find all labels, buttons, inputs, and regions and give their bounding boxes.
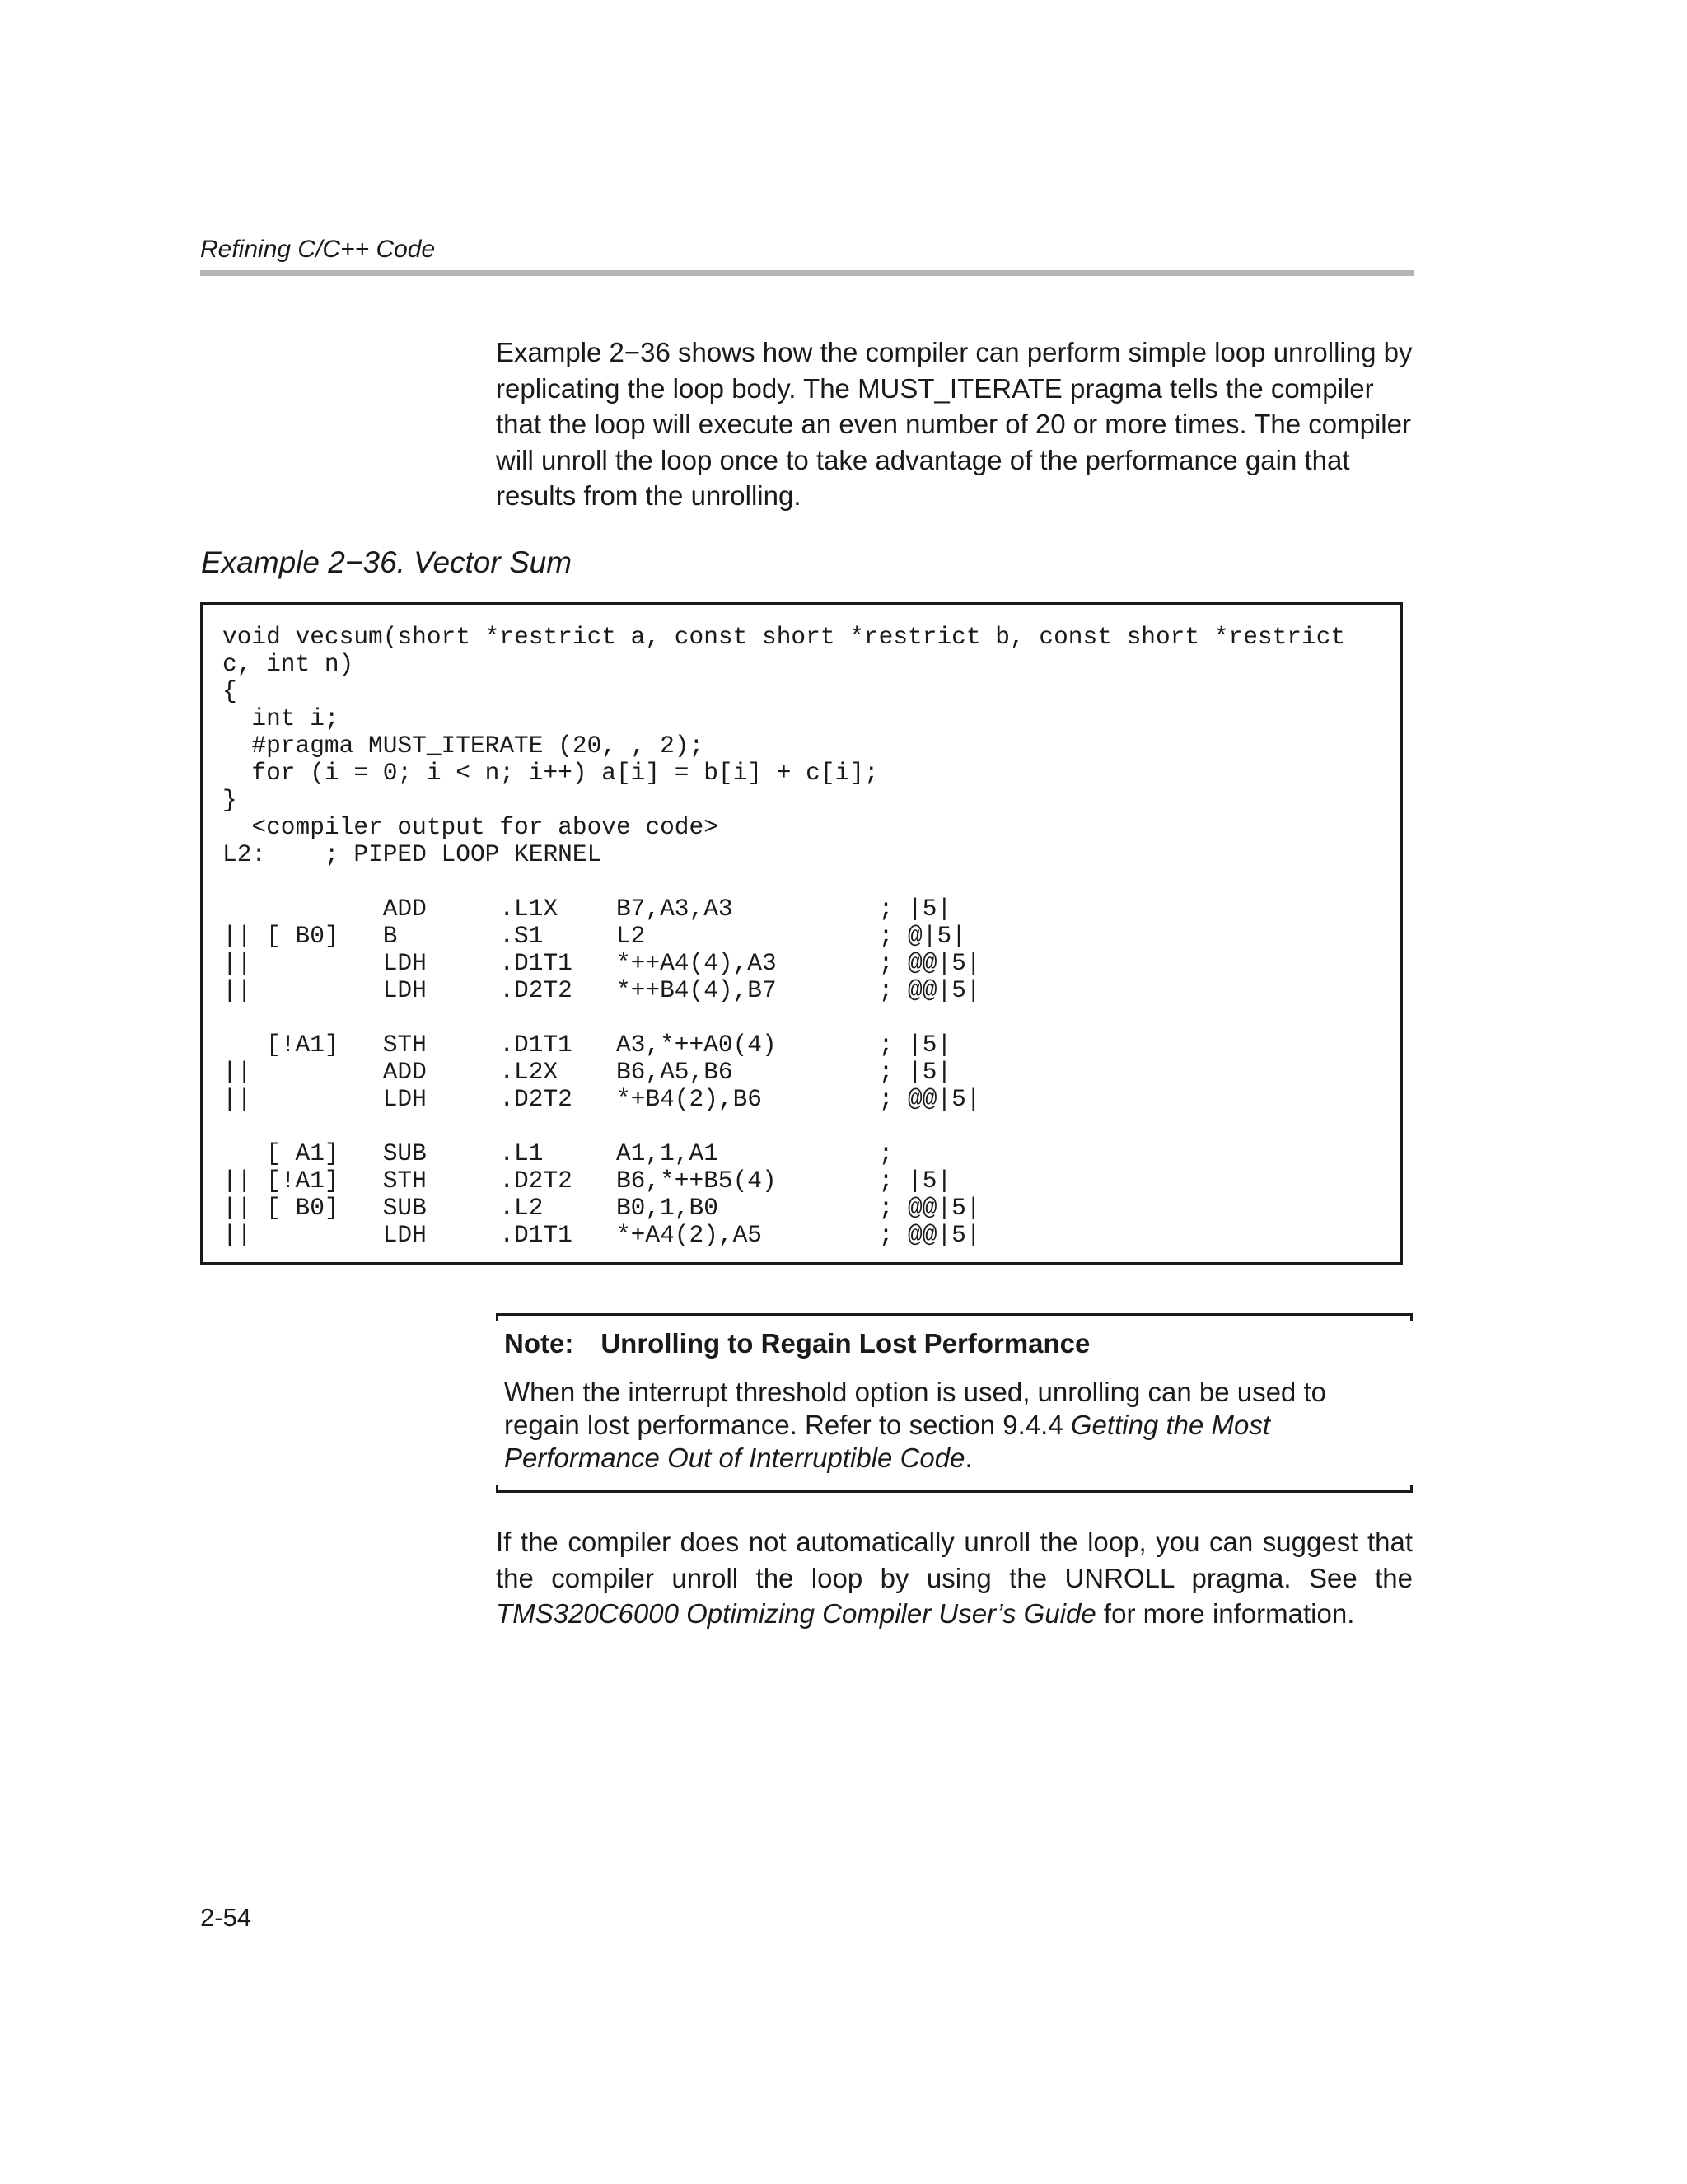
code-line: for (i = 0; i < n; i++) a[i] = b[i] + c[i];: [222, 759, 879, 787]
note-section-reference: Getting the Most Performance Out of Interruptible Code: [504, 1410, 1270, 1473]
code-line: {: [222, 677, 237, 705]
code-line: [!A1] STH .D1T1 A3,*++A0(4) ; |5|: [222, 1031, 952, 1059]
code-line: || [ B0] B .S1 L2 ; @|5|: [222, 922, 966, 950]
code-line: || LDH .D2T2 *++B4(4),B7 ; @@|5|: [222, 976, 981, 1004]
code-listing: [222, 624, 1345, 1249]
running-header: Refining C/C++ Code: [200, 236, 436, 263]
guide-title: TMS320C6000 Optimizing Compiler User’s Guide: [496, 1598, 1096, 1629]
code-line: || LDH .D1T1 *++A4(4),A3 ; @@|5|: [222, 949, 981, 977]
code-line: [222, 868, 1345, 896]
code-line: }: [222, 786, 237, 814]
code-line: || LDH .D2T2 *+B4(2),B6 ; @@|5|: [222, 1085, 981, 1113]
code-line: ADD .L1X B7,A3,A3 ; |5|: [222, 895, 952, 923]
example-caption: Example 2−36. Vector Sum: [201, 545, 572, 579]
note-label: Note:: [504, 1328, 574, 1359]
page-number: 2-54: [200, 1903, 252, 1932]
code-line: [222, 1113, 1345, 1140]
note-bottom-rule: [496, 1485, 1413, 1493]
note-title: [504, 1328, 1090, 1359]
code-line: int i;: [222, 704, 339, 732]
code-line: c, int n): [222, 650, 354, 678]
code-line: <compiler output for above code>: [222, 813, 718, 841]
code-line: [222, 1004, 1345, 1031]
note-heading: Unrolling to Regain Lost Performance: [600, 1328, 1091, 1359]
note-body: [504, 1376, 1406, 1475]
code-line: || [ B0] SUB .L2 B0,1,B0 ; @@|5|: [222, 1194, 981, 1222]
code-line: [ A1] SUB .L1 A1,1,A1 ;: [222, 1139, 894, 1167]
note-body-text: When the interrupt threshold option is used, unrolling can be used to regain lost performance. Refer to section 9.4.4: [504, 1377, 1326, 1440]
code-line: || [!A1] STH .D2T2 B6,*++B5(4) ; |5|: [222, 1167, 952, 1195]
code-line: || ADD .L2X B6,A5,B6 ; |5|: [222, 1058, 952, 1086]
note-top-rule: [496, 1313, 1413, 1321]
header-rule: [200, 270, 1414, 276]
closing-text: If the compiler does not automatically unroll the loop, you can suggest that the compiler unroll the loop by using the UNROLL pragma. See the: [496, 1527, 1413, 1593]
closing-text-end: for more information.: [1096, 1598, 1355, 1629]
closing-paragraph: [496, 1524, 1413, 1632]
code-line: || LDH .D1T1 *+A4(2),A5 ; @@|5|: [222, 1221, 981, 1249]
intro-paragraph: Example 2−36 shows how the compiler can perform simple loop unrolling by replicating the loop body. The MUST_ITERATE pragma tells the compiler that the loop will execute an even number of 20 or more times. The compiler will unroll the loop once to take advantage of the performance gain that results from the unrolling.: [496, 337, 1413, 511]
code-line: #pragma MUST_ITERATE (20, , 2);: [222, 732, 704, 760]
note-body-end: .: [965, 1443, 973, 1473]
code-listing-box: [200, 602, 1403, 1265]
code-line: L2: ; PIPED LOOP KERNEL: [222, 840, 602, 868]
note-box: [496, 1313, 1413, 1493]
code-line: void vecsum(short *restrict a, const short *restrict b, const short *restrict: [222, 623, 1346, 651]
